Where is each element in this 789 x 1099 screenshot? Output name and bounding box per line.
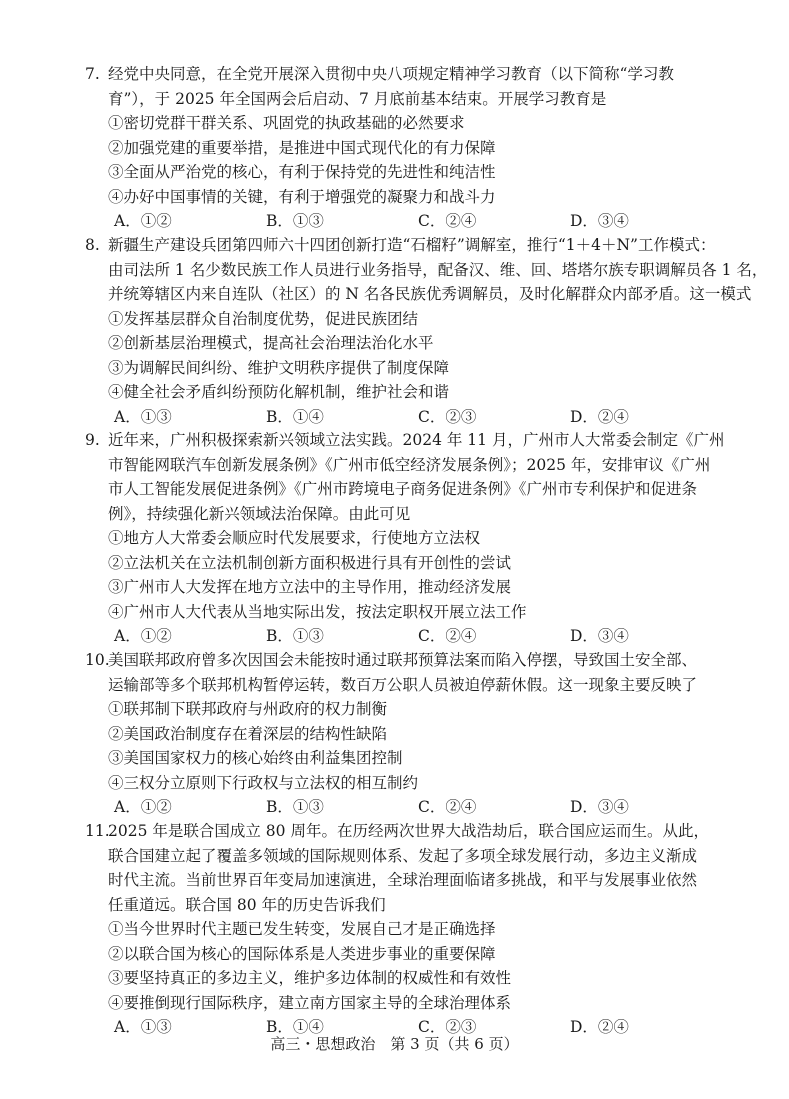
question-number: 9.: [85, 431, 100, 449]
question-stem-line: 任重道远。联合国 80 年的历史告诉我们: [108, 895, 386, 914]
choice-a: A．①③: [114, 407, 172, 426]
choice-a: A．①③: [114, 1018, 172, 1036]
statement-option: ④广州市人大代表从当地实际出发，按法定职权开展立法工作: [108, 602, 527, 621]
question-stem-line: 11. 2025 年是联合国成立 80 周年。在历经两次世界大战浩劫后，联合国应运而生。从此，: [88, 819, 713, 844]
choice-c: C．②④: [418, 627, 477, 645]
answer-choices: [88, 405, 713, 430]
question-stem-line: 运输部等多个联邦机构暂停运转，数百万公职人员被迫停薪休假。这一现象主要反映了: [108, 675, 698, 694]
question-stem-line: 市人工智能发展促进条例》《广州市跨境电子商务促进条例》《广州市专利保护和促进条: [108, 480, 698, 498]
statement-option: ②创新基层治理模式，提高社会治理法治化水平: [108, 334, 434, 352]
choice-b: B．①④: [266, 407, 324, 426]
answer-choices: [88, 795, 713, 820]
question-number: 11.: [85, 822, 110, 840]
statement-option: ②美国政治制度存在着深层的结构性缺陷: [108, 724, 388, 743]
statement-option: ③广州市人大发挥在地方立法中的主导作用，推动经济发展: [108, 578, 512, 596]
statement-option: ④要推倒现行国际秩序，建立南方国家主导的全球治理体系: [108, 993, 512, 1012]
choice-b: B．①③: [266, 627, 324, 645]
question-stem-line: 7. 经党中央同意，在全党开展深入贯彻中央八项规定精神学习教育（以下简称“学习教: [88, 62, 713, 87]
choice-d: D．③④: [570, 212, 629, 230]
question-stem-line: 例》，持续强化新兴领域法治保障。由此可见: [108, 504, 411, 523]
choice-a: A．①②: [114, 212, 172, 230]
choice-c: C．②③: [418, 407, 477, 426]
question-stem-line: 市智能网联汽车创新发展条例》《广州市低空经济发展条例》；2025 年，安排审议《广州: [108, 455, 711, 474]
question-stem-line: 9. 近年来，广州积极探索新兴领域立法实践。2024 年 11 月，广州市人大常委会制定《广州: [88, 428, 713, 453]
statement-option: ②立法机关在立法机制创新方面积极进行具有开创性的尝试: [108, 553, 512, 572]
choice-c: C．②④: [418, 212, 477, 230]
choice-b: B．①③: [266, 212, 324, 230]
choice-d: D．②④: [570, 407, 629, 426]
page-footer: 高三・思想政治 第 3 页（共 6 页）: [270, 1035, 519, 1053]
answer-choices: [88, 209, 713, 234]
question-number: 7.: [85, 65, 100, 83]
question-11: [85, 819, 713, 1040]
question-10: [85, 648, 713, 820]
statement-option: ①联邦制下联邦政府与州政府的权力制衡: [108, 700, 388, 718]
answer-choices: [88, 624, 713, 649]
question-8: [85, 233, 768, 429]
choice-c: C．②③: [418, 1018, 477, 1036]
choice-d: D．③④: [570, 798, 629, 816]
statement-option: ②加强党建的重要举措，是推进中国式现代化的有力保障: [108, 138, 496, 157]
choice-b: B．①④: [266, 1018, 324, 1036]
statement-option: ①密切党群干群关系、巩固党的执政基础的必然要求: [108, 114, 465, 132]
question-stem-line: 8. 新疆生产建设兵团第四师六十四团创新打造“石榴籽”调解室，推行“1＋4＋N”工作模式：: [88, 233, 713, 258]
statement-option: ④健全社会矛盾纠纷预防化解机制，维护社会和谐: [108, 383, 450, 401]
statement-option: ③为调解民间纠纷、维护文明秩序提供了制度保障: [108, 358, 450, 377]
statement-option: ①当今世界时代主题已发生转变，发展自己才是正确选择: [108, 920, 496, 938]
choice-d: D．②④: [570, 1018, 629, 1036]
statement-option: ④三权分立原则下行政权与立法权的相互制约: [108, 773, 419, 792]
statement-option: ①地方人大常委会顺应时代发展要求，行使地方立法权: [108, 529, 481, 547]
question-stem-line: 联合国建立起了覆盖多领域的国际规则体系、发起了多项全球发展行动，多边主义渐成: [108, 846, 698, 865]
choice-a: A．①②: [114, 798, 172, 816]
choice-c: C．②④: [418, 798, 477, 816]
choice-d: D．③④: [570, 627, 629, 645]
statement-option: ④办好中国事情的关键，有利于增强党的凝聚力和战斗力: [108, 187, 496, 206]
question-stem-line: 由司法所 1 名少数民族工作人员进行业务指导，配备汉、维、回、塔塔尔族专职调解员各 1 名，: [108, 260, 768, 279]
statement-option: ③要坚持真正的多边主义，维护多边体制的权威性和有效性: [108, 969, 512, 987]
question-stem-line: 时代主流。当前世界百年变局加速演进，全球治理面临诸多挑战，和平与发展事业依然: [108, 871, 698, 889]
statement-option: ②以联合国为核心的国际体系是人类进步事业的重要保障: [108, 944, 496, 963]
choice-b: B．①③: [266, 798, 324, 816]
choice-a: A．①②: [114, 627, 172, 645]
question-stem-line: 10. 美国联邦政府曾多次因国会未能按时通过联邦预算法案而陷入停摆，导致国土安全部、: [88, 648, 713, 673]
question-stem-line: 育”），于 2025 年全国两会后启动、7 月底前基本结束。开展学习教育是: [108, 89, 607, 108]
question-stem-line: 并统筹辖区内来自连队（社区）的 N 名各民族优秀调解员，及时化解群众内部矛盾。这一模式: [108, 285, 752, 303]
statement-option: ③美国国家权力的核心始终由利益集团控制: [108, 749, 403, 767]
question-9: [85, 428, 725, 649]
question-7: [85, 62, 713, 234]
statement-option: ③全面从严治党的核心，有利于保持党的先进性和纯洁性: [108, 163, 496, 181]
question-number: 8.: [85, 236, 100, 254]
statement-option: ①发挥基层群众自治制度优势，促进民族团结: [108, 309, 419, 328]
question-number: 10.: [85, 651, 110, 669]
